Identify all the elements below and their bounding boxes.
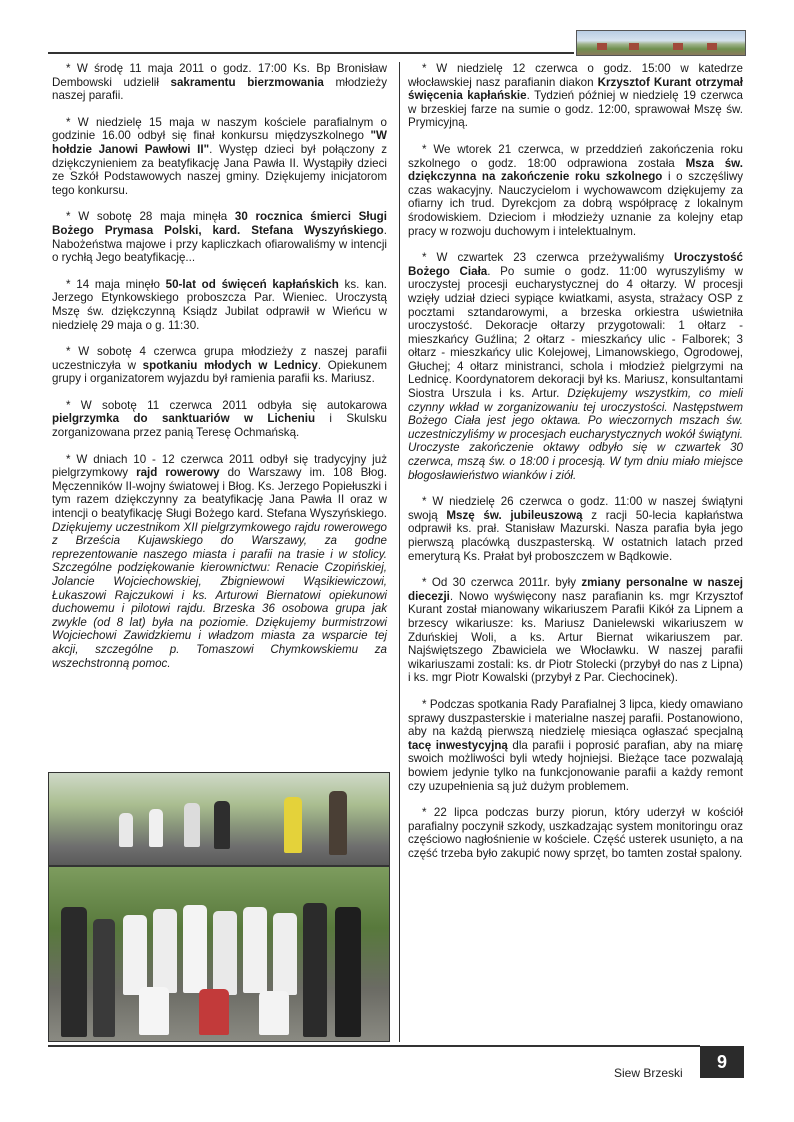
news-item: * W sobotę 4 czerwca grupa młodzieży z naszej parafii uczestniczyła w spotkaniu młodych w Lednicy. Opiekunem grupy i organizatorem wyjazdu był ramienia parafii ks. Mariusz. — [52, 345, 388, 386]
footer-rule — [48, 1045, 700, 1047]
page-number: 9 — [700, 1046, 744, 1078]
news-item: * 14 maja minęło 50-lat od święceń kapłańskich ks. kan. Jerzego Etynkowskiego proboszcza Par. Wieniec. Uroczystą Mszę św. dziękczynną Ksiądz Jubilat odprawił w Wieńcu w niedzielę 29 maja o g. 11:30. — [52, 277, 387, 332]
news-item: * 22 lipca podczas burzy piorun, który uderzył w kościół parafialny poczynił szkody, uszkadzając system monitoringu oraz częściowo nagłośnienie w kościele. Część usterek usunięto, a na część trzeba było zakupić nowy sprzęt, bo tamten został spalony. — [408, 806, 743, 860]
right-column — [408, 62, 743, 873]
publication-name: Siew Brzeski — [614, 1066, 683, 1080]
column-divider — [399, 62, 400, 1042]
news-item: * W niedzielę 26 czerwca o godz. 11:00 w naszej świątyni swoją Mszę św. jubileuszową z racji 50-lecia kapłaństwa odprawił ks. prał. Stanisław Mazurski. Nasza parafia była jego pierwszą placówką duszpasterską. W ostatnich latach przed emeryturą Ks. Prałat był proboszczem w Bądkowie. — [408, 495, 744, 563]
news-item: * W niedzielę 15 maja w naszym kościele parafialnym o godzinie 16.00 odbył się finał konkursu międzyszkolnego "W hołdzie Janowi Pawłowi II". Występ dzieci był połączony z dziękczynieniem za beatyfikację Jana Pawła II. Wystąpiły dzieci ze Szkół Podstawowych naszej gminy. Dziękujemy inicjatorom tego konkursu. — [52, 115, 388, 197]
header-landscape-photo — [576, 30, 746, 56]
news-item: * W niedzielę 12 czerwca o godz. 15:00 w katedrze włocławskiej nasz parafianin diakon Krzysztof Kurant otrzymał święcenia kapłańskie. Tydzień później w niedzielę 19 czerwca w brzeskiej farze na sumie o godz. 12:00, sprawował Mszę św. Prymicyjną. — [408, 62, 744, 130]
house-roof — [673, 43, 683, 50]
left-column — [52, 62, 387, 683]
house-roof — [707, 43, 717, 50]
news-item: * W czwartek 23 czerwca przeżywaliśmy Uroczystość Bożego Ciała. Po sumie o godz. 11:00 wyruszyliśmy w uroczystej procesji eucharystycznej do 4 ołtarzy. W procesji wzięły udział dzieci sypiące kwiatkami, asysta, strażacy OSP z pocztami sztandarowymi, a brzeska orkiestra uświetniła uroczystość. Dekoracje ołtarzy przygotowali: 1 ołtarz - mieszkańcy Guźlina; 2 ołtarz - mieszkańcy ulic - Falborek; 3 ołtarz - mieszkańcy ulic Kolejowej, Limanowskiego, Ogrodowej, Głuchej; 4 ołtarz ministranci, schola i młodzież pielgrzymi na Lednicę. Koordynatorem dekoracji był ks. Mariusz, konsultantami Siostra Urszula i ks. Artur. Dziękujemy wszystkim, co mieli czynny wkład w zorganizowaniu tej uroczystości. Następstwem Bożego Ciała jest jego oktawa. Po wieczornych mszach św. uczestniczyliśmy w procesjach eucharystycznych wokół świątyni. Uroczyste zakończenie oktawy odbyło się w czwartek 30 czerwca, mszą św. o 18:00 i procesją. W tym dniu miało miejsce błogosławieństwo wianków i ziół. — [408, 251, 744, 482]
photo-collage — [48, 772, 390, 1042]
news-item: * Od 30 czerwca 2011r. były zmiany personalne w naszej diecezji. Nowo wyświęcony nasz parafianin ks. mgr Krzysztof Kurant został mianowany wikariuszem Parafii Kikół za Lipnem a brzescy wikariusze: ks. Mariusz Danielewski wikariuszem w Zduńskiej Woli, a ks. Artur Biernat wikariuszem par. Najświętszego Zbawiciela we Włocławku. W naszej parafii wikariuszami zostali: ks. dr Piotr Stolecki (przybył do nas z Lipna) i ks. mgr Piotr Kowalski (przybył z Par. Ciechocinek). — [408, 576, 743, 685]
news-item: * W sobotę 28 maja minęła 30 rocznica śmierci Sługi Bożego Prymasa Polski, kard. Stefana Wyszyńskiego. Nabożeństwa majowe i przy kapliczkach ofiarowaliśmy w intencji o rychłą Jego beatyfikację... — [52, 210, 387, 265]
house-roof — [597, 43, 607, 50]
header-rule — [48, 52, 574, 54]
news-item: * We wtorek 21 czerwca, w przeddzień zakończenia roku szkolnego o godz. 18:00 odprawiona została Msza św. dziękczynna na zakończenie roku szkolnego i o szczęśliwy czas wakacyjny. Nauczycielom i wychowawcom dziękujemy za ofiarny ich trud. Dyrekcjom za dobrą współpracę z lokalnym środowiskiem. Dzieciom i młodzieży uznanie za kolejny etap pracy w rozwoju duchowym i intelektualnym. — [408, 142, 743, 238]
news-item: * W sobotę 11 czerwca 2011 odbyła się autokarowa pielgrzymka do sanktuariów w Licheniu i Skulsku zorganizowana przez panią Teresę Ochmańską. — [52, 398, 387, 440]
news-item: * W dniach 10 - 12 czerwca 2011 odbył się tradycyjny już pielgrzymkowy rajd rowerowy do Warszawy im. 108 Błog. Męczenników II-wojny światowej i Błog. Ks. Jerzego Popiełuszki i tym razem dziękczynny za beatyfikację Jana Pawła II oraz w intencji o beatyfikację Sługi Bożego kard. Stefana Wyszyńskiego. Dziękujemy uczestnikom XII pielgrzymkowego rajdu rowerowego z Brześcia Kujawskiego do Warszawy, za godne reprezentowanie naszego miasta i parafii na trasie i w stolicy. Szczególne podziękowanie kierownictwu: Renacie Czopińskiej, Jolancie Wojciechowskiej, Zbigniewowi Wąsikiewiczowi, Łukaszowi Rajczukowi i ks. Arturowi Biernatowi opiekunowi duchowemu i pilotowi rajdu. Brzeska 36 osobowa grupa jak zwykle (od 8 lat) była na poziomie. Dziękujemy burmistrzowi Wojciechowi Zawidzkiemu i władzom miasta za wsparcie tej akcji, szczególne p. Tomaszowi Chymkowskiemu za wszechstronną pomoc. — [52, 452, 388, 670]
group-photo — [49, 867, 389, 1041]
news-item: * W środę 11 maja 2011 o godz. 17:00 Ks. Bp Bronisław Dembowski udzielił sakramentu bierzmowania młodzieży naszej parafii. — [52, 62, 387, 103]
cyclists-photo — [49, 773, 389, 865]
house-roof — [629, 43, 639, 50]
news-item: * Podczas spotkania Rady Parafialnej 3 lipca, kiedy omawiano sprawy duszpasterskie i materialne naszej parafii. Postanowiono, aby na każdą pierwszą niedzielę miesiąca ogłaszać specjalną tacę inwestycyjną dla parafii i poprosić parafian, aby na miarę swoich możliwości byli wtedy hojniejsi. Bieżące tace pozwalają bowiem jedynie tylko na funkcjonowanie parafii a każdy remont czy uzupełnienia są już dużym problemem. — [408, 697, 743, 793]
